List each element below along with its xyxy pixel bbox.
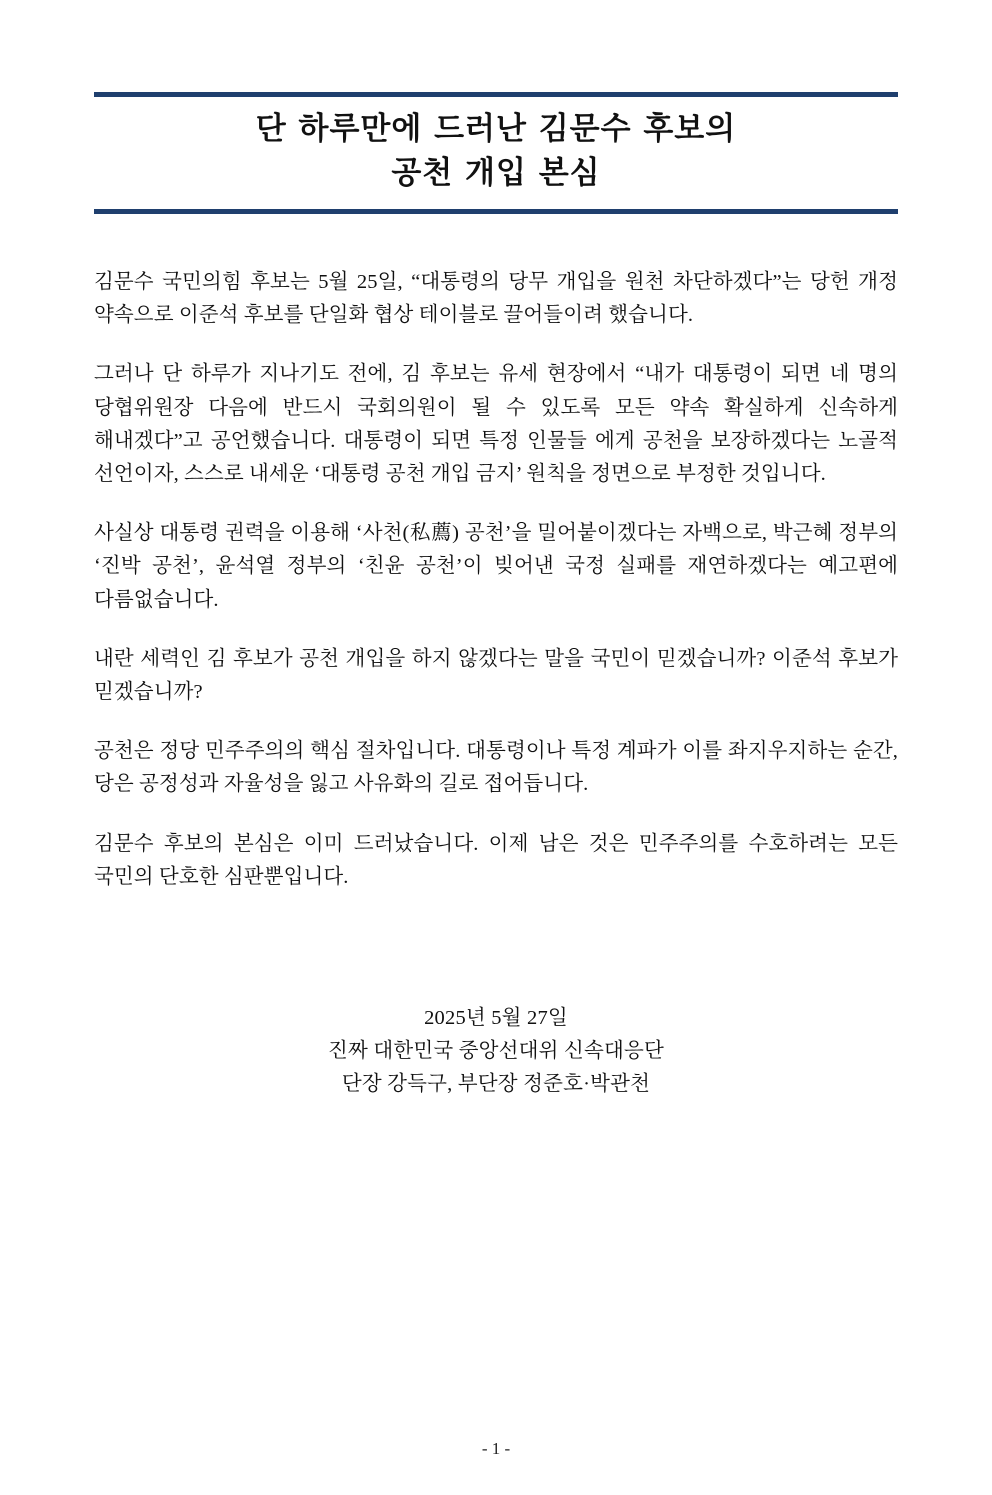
page-number: - 1 - [481, 1439, 511, 1458]
body-paragraph: 사실상 대통령 권력을 이용해 ‘사천(私薦) 공천’을 밀어붙이겠다는 자백으로, 박근혜 정부의 ‘진박 공천’, 윤석열 정부의 ‘친윤 공천’이 빚어낸 국정 실패를 재연하겠다는 예고편에 다름없습니다. [94, 522, 898, 611]
body-paragraph: 내란 세력인 김 후보가 공천 개입을 하지 않겠다는 말을 국민이 믿겠습니까? 이준석 후보가 믿겠습니까? [94, 647, 898, 704]
page-title-line-2: 공천 개입 본심 [391, 155, 601, 192]
document-page [0, 92, 992, 1495]
body-paragraph: 김문수 국민의힘 후보는 5월 25일, “대통령의 당무 개입을 원천 차단하겠다”는 당헌 개정 약속으로 이준석 후보를 단일화 협상 테이블로 끌어들이려 했습니다. [94, 271, 898, 327]
body-paragraph: 그러나 단 하루가 지나기도 전에, 김 후보는 유세 현장에서 “내가 대통령이 되면 네 명의 당협위원장 다음에 반드시 국회의원이 될 수 있도록 모든 약속 확실하게 신속하게 해내겠다”고 공언했습니다. 대통령이 되면 특정 인물들 에게 공천을 보장하겠다는 노골적 선언이자, 스스로 내세운 ‘대통령 공천 개입 금지’ 원칙을 정면으로 부정한 것입니다. [94, 363, 898, 486]
signature-date: 2025년 5월 27일 [424, 1007, 568, 1030]
document-body [94, 266, 898, 894]
page-title-line-1: 단 하루만에 드러난 김문수 후보의 [255, 111, 737, 147]
signature-block [94, 1002, 898, 1102]
signature-members: 단장 강득구, 부단장 정준호·박관천 [341, 1073, 651, 1096]
body-paragraph: 공천은 정당 민주주의의 핵심 절차입니다. 대통령이나 특정 계파가 이를 좌지우지하는 순간, 당은 공정성과 자율성을 잃고 사유화의 길로 접어듭니다. [94, 740, 898, 796]
body-paragraph: 김문수 후보의 본심은 이미 드러났습니다. 이제 남은 것은 민주주의를 수호하려는 모든 국민의 단호한 심판뿐입니다. [94, 832, 898, 888]
signature-organization: 진짜 대한민국 중앙선대위 신속대응단 [327, 1040, 665, 1063]
document-title-block [94, 92, 898, 214]
